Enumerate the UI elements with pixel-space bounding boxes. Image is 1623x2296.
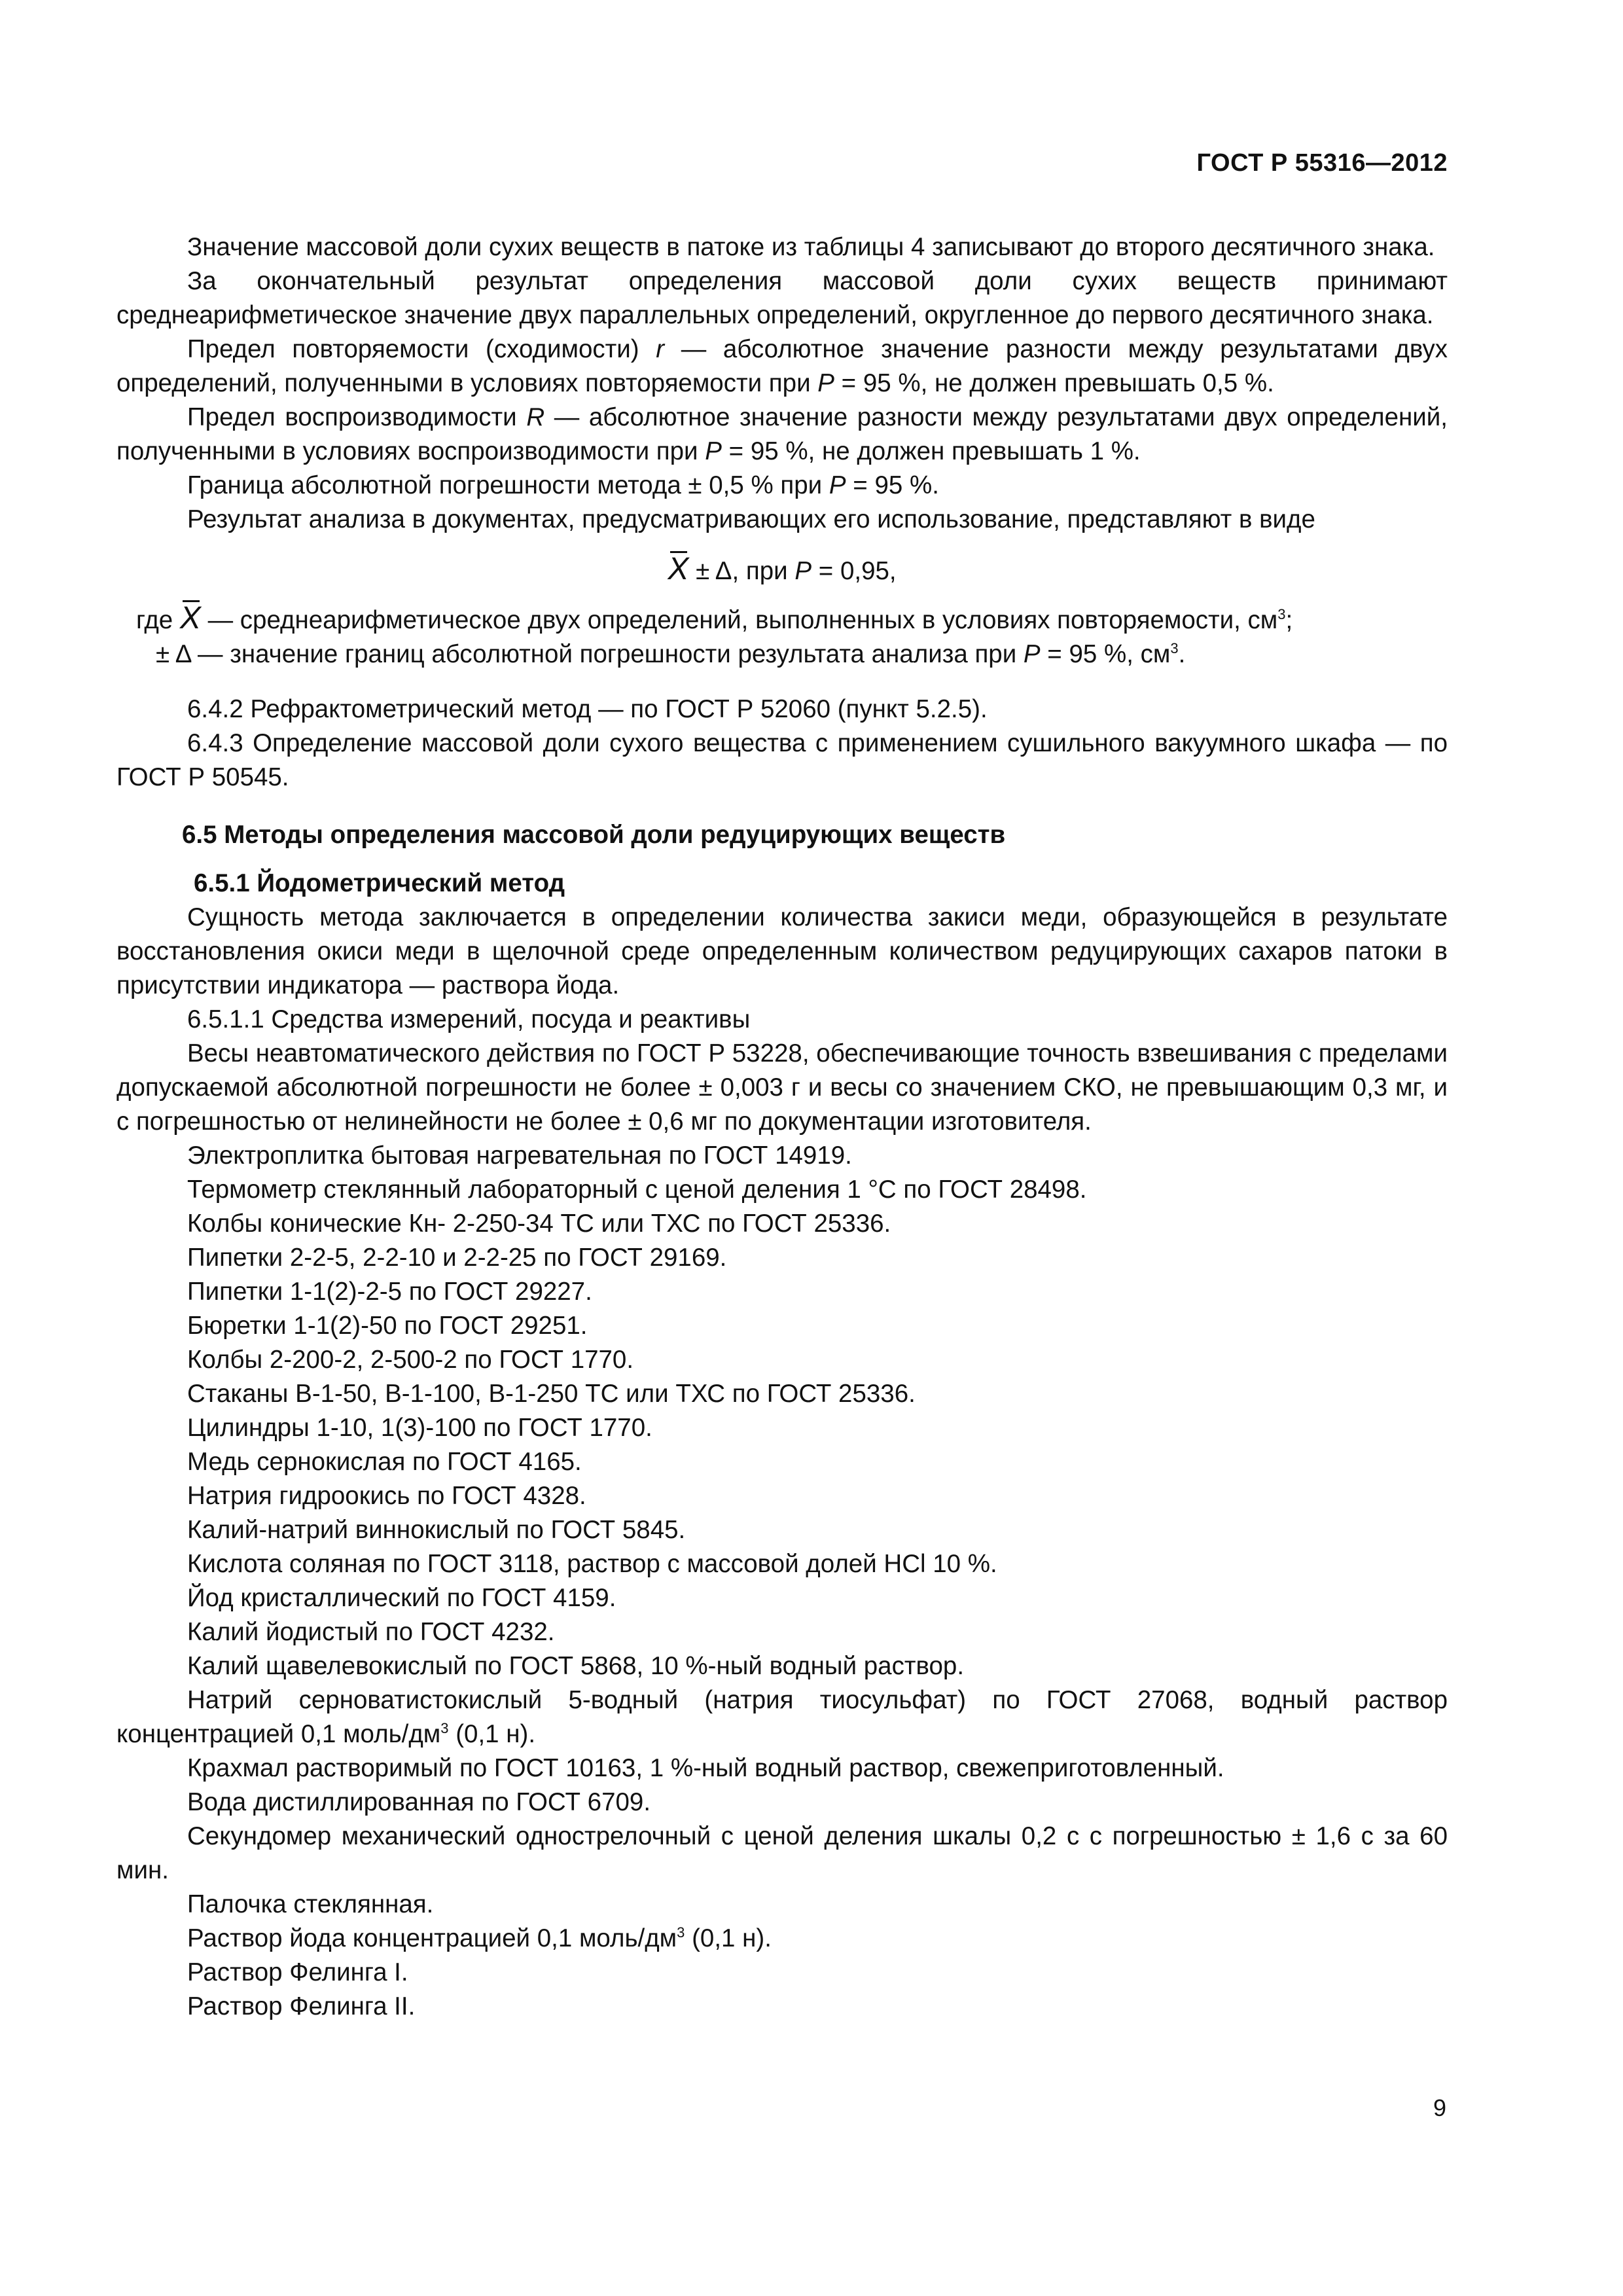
formula-legend-delta: ± Δ — значение границ абсолютной погрешности результата анализа при P = 95 %, $см^3$.	[156, 640, 1186, 668]
list-item: Калий щавелевокислый по ГОСТ 5868, 10 %-ный водный раствор.	[187, 1652, 965, 1680]
section-heading-6-5: 6.5 Методы определения массовой доли редуцирующих веществ	[182, 821, 1006, 849]
list-item: Палочка стеклянная.	[187, 1890, 434, 1918]
list-item: Калий йодистый по ГОСТ 4232.	[187, 1618, 555, 1646]
list-item: Пипетки 2-2-5, 2-2-10 и 2-2-25 по ГОСТ 29169.	[187, 1244, 727, 1272]
list-item: Медь сернокислая по ГОСТ 4165.	[187, 1448, 582, 1476]
list-item: Кислота соляная по ГОСТ 3118, раствор с массовой долей HCl 10 %.	[187, 1550, 997, 1578]
list-item: Пипетки 1-1(2)-2-5 по ГОСТ 29227.	[187, 1278, 592, 1306]
list-item: Электроплитка бытовая нагревательная по ГОСТ 14919.	[187, 1141, 852, 1170]
result-formula: X ± Δ, при P = 0,95,	[668, 552, 897, 586]
document-id-header: ГОСТ Р 55316—2012	[1196, 149, 1448, 177]
list-item: Колбы 2-200-2, 2-500-2 по ГОСТ 1770.	[187, 1346, 634, 1374]
list-item: Колбы конические Кн- 2-250-34 ТС или ТХС по ГОСТ 25336.	[187, 1210, 891, 1238]
paragraph: Значение массовой доли сухих веществ в патоке из таблицы 4 записывают до второго десятичного знака.	[187, 233, 1435, 261]
page-number: 9	[1433, 2094, 1446, 2121]
list-item: Стаканы В-1-50, В-1-100, В-1-250 ТС или ТХС по ГОСТ 25336.	[187, 1380, 916, 1408]
paragraph-method-essence: Сущность метода заключается в определении количества закиси меди, образующейся в результате восстановления окиси меди в щелочной среде определенным количеством редуцирующих сахаров патоки в присутствии индикатора — раствора йода.	[116, 903, 1448, 999]
clause-6-4-2: 6.4.2 Рефрактометрический метод — по ГОСТ Р 52060 (пункт 5.2.5).	[187, 695, 988, 723]
list-item: Йод кристаллический по ГОСТ 4159.	[187, 1584, 616, 1612]
clause-6-5-1-1: 6.5.1.1 Средства измерений, посуда и реактивы	[187, 1005, 751, 1033]
formula-legend-x: где X — среднеарифметическое двух определений, выполненных в условиях повторяемости, $см^3$;	[136, 601, 1293, 636]
list-item-iodine-solution: Раствор йода концентрацией 0,1 моль/$дм^3$ (0,1 н).	[187, 1924, 772, 1952]
paragraph: Результат анализа в документах, предусматривающих его использование, представляют в виде	[187, 505, 1315, 533]
paragraph-scales: Весы неавтоматического действия по ГОСТ Р 53228, обеспечивающие точность взвешивания с пределами допускаемой абсолютной погрешности не более ± 0,003 г и весы со значением СКО, не превышающим 0,3 мг, и с погрешностью от нелинейности не более ± 0,6 мг по документации изготовителя.	[116, 1039, 1448, 1136]
paragraph-error-limit: Граница абсолютной погрешности метода ± 0,5 % при P = 95 %.	[187, 471, 939, 499]
list-item-thiosulfate: Натрий серноватистокислый 5-водный (натрия тиосульфат) по ГОСТ 27068, водный раствор концентрацией 0,1 моль/$дм^3$ (0,1 н).	[116, 1686, 1448, 1748]
clause-6-4-3: 6.4.3 Определение массовой доли сухого вещества с применением сушильного вакуумного шкафа — по ГОСТ Р 50545.	[116, 729, 1448, 791]
x-bar-symbol: X	[179, 601, 201, 636]
list-item: Бюретки 1-1(2)-50 по ГОСТ 29251.	[187, 1312, 588, 1340]
x-bar-symbol: X	[668, 552, 689, 586]
list-item: Раствор Фелинга II.	[187, 1992, 416, 2020]
list-item: Натрия гидроокись по ГОСТ 4328.	[187, 1482, 586, 1510]
list-item: Раствор Фелинга I.	[187, 1958, 408, 1986]
list-item: Термометр стеклянный лабораторный с ценой деления 1 °С по ГОСТ 28498.	[187, 1175, 1087, 1204]
list-item: Секундомер механический однострелочный с ценой деления шкалы 0,2 с с погрешностью ± 1,6 с за 60 мин.	[116, 1822, 1448, 1884]
page-content	[116, 230, 1448, 2024]
paragraph: За окончательный результат определения массовой доли сухих веществ принимают среднеарифметическое значение двух параллельных определений, округленное до первого десятичного знака.	[116, 267, 1448, 329]
list-item: Вода дистиллированная по ГОСТ 6709.	[187, 1788, 651, 1816]
list-item: Цилиндры 1-10, 1(3)-100 по ГОСТ 1770.	[187, 1414, 652, 1442]
list-item: Крахмал растворимый по ГОСТ 10163, 1 %-ный водный раствор, свежеприготовленный.	[187, 1754, 1224, 1782]
paragraph-repeatability: Предел повторяемости (сходимости) r — абсолютное значение разности между результатами двух определений, полученными в условиях повторяемости при P = 95 %, не должен превышать 0,5 %.	[116, 335, 1448, 397]
subsection-heading-6-5-1: 6.5.1 Йодометрический метод	[194, 869, 565, 897]
paragraph-reproducibility: Предел воспроизводимости R — абсолютное значение разности между результатами двух определений, полученными в условиях воспроизводимости при P = 95 %, не должен превышать 1 %.	[116, 403, 1448, 465]
list-item: Калий-натрий виннокислый по ГОСТ 5845.	[187, 1516, 686, 1544]
